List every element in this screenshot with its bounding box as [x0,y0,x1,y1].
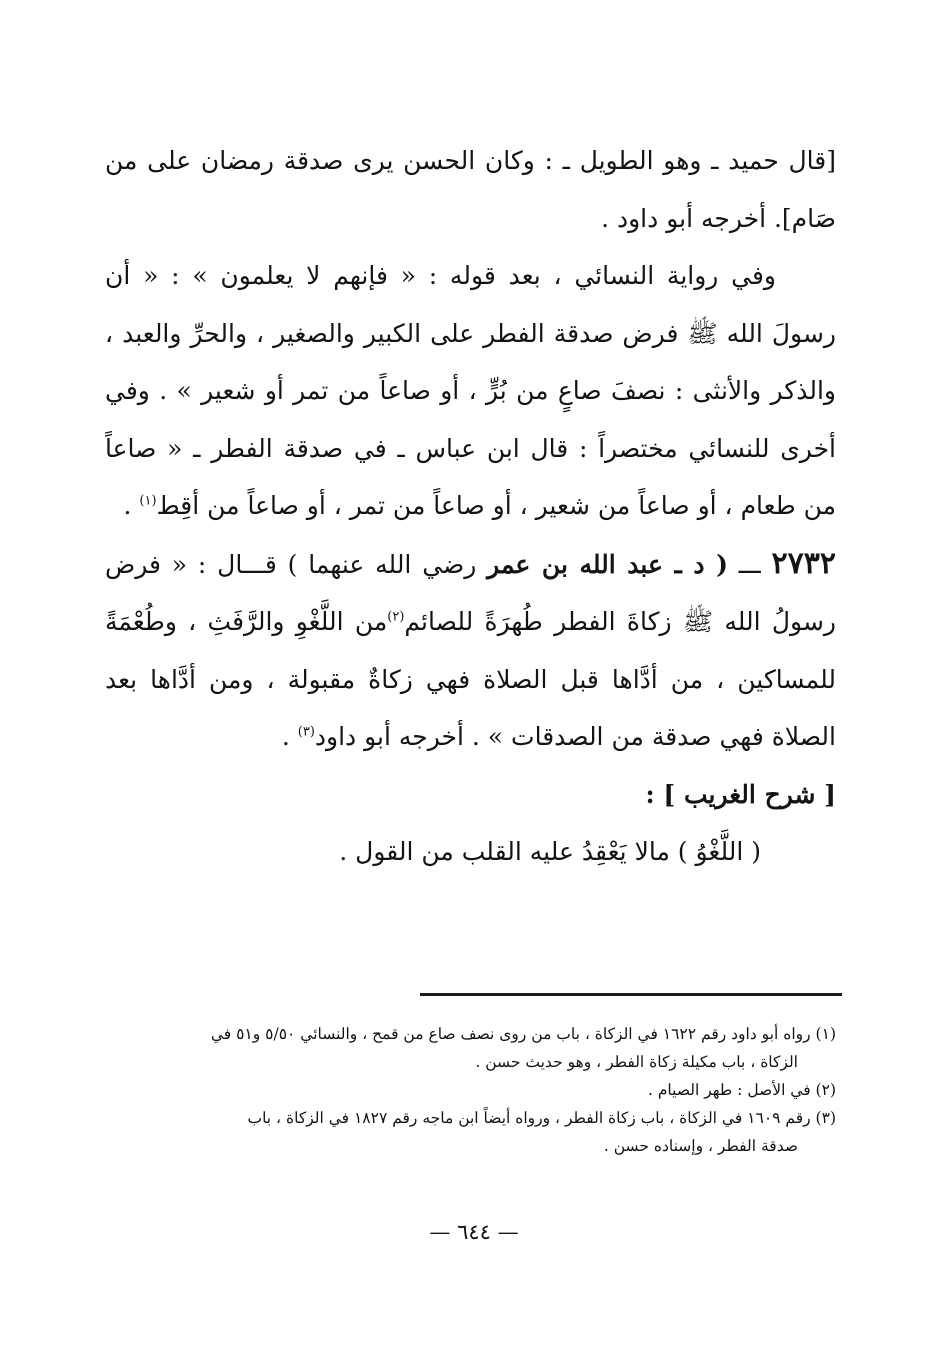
paragraph-humaid [105,132,836,247]
paragraph-nasai [105,247,836,535]
paragraph-nasai-end: . [123,491,140,520]
footnote-ref-1: (١) [139,493,157,509]
hadith-end: . [281,722,298,751]
gharib-entry: ( اللَّغْوُ ) مالا يَعْقِدُ عليه القلب من القول . [339,837,761,866]
footnote-ref-2: (٢) [387,609,405,625]
hadith-source: ( د ـ عبد الله بن عمر [487,549,728,579]
page-number: — ٦٤٤ — [429,1220,519,1244]
footnotes [100,1020,836,1160]
footnote-3-line-2: صدقة الفطر ، وإسناده حسن . [603,1137,798,1155]
footnote-separator [420,993,842,996]
footnote-1-line-1: (١) رواه أبو داود رقم ١٦٢٢ في الزكاة ، باب من روى نصف صاع من قمح ، والنسائي ٥/٥٠ و٥١ في [210,1025,836,1043]
hadith-middle: من اللَّغْوِ والرَّفَثِ ، وطُعْمَةً للمساكين ، من أدَّاها قبل الصلاة فهي زكاةٌ مقبولة ، ومن أدَّاها بعد الصلاة فهي صدقة من الصدقات » . أخرجه أبو داود [105,607,836,751]
paragraph-humaid-text: [قال حميد ـ وهو الطويل ـ : وكان الحسن يرى صدقة رمضان على من صَام]. أخرجه أبو داود . [105,146,836,233]
footnote-2: (٢) في الأصل : طهر الصيام . [647,1081,836,1099]
footnote-3-line-1: (٣) رقم ١٦٠٩ في الزكاة ، باب زكاة الفطر ، ورواه أيضاً ابن ماجه رقم ١٨٢٧ في الزكاة ، باب [247,1109,836,1127]
main-text [105,132,836,881]
paragraph-nasai-text: وفي رواية النسائي ، بعد قوله : « فإنهم لا يعلمون » : « أن رسولَ الله ﷺ فرض صدقة الفطر على الكبير والصغير ، والحرِّ والعبد ، والذكر والأنثى : نصفَ صاعٍ من بُرٍّ ، أو صاعاً من تمر أو شعير » . وفي أخرى للنسائي مختصراً : قال ابن عباس ـ في صدقة الفطر ـ « صاعاً من طعام ، أو صاعاً من شعير ، أو صاعاً من تمر ، أو صاعاً من أقِط [105,261,836,520]
hadith-2732 [105,535,836,766]
footnote-1-line-2: الزكاة ، باب مكيلة زكاة الفطر ، وهو حديث حسن . [475,1053,798,1071]
hadith-dash: ـــ [727,549,772,579]
footnote-ref-3: (٣) [297,724,315,740]
hadith-number: ٢٧٣٢ [771,545,836,581]
hadith-source-end: رضي الله عنهما ) قـــال : « فرض رسولُ الله ﷺ زكاةَ الفطر طُهرَةً للصائم [105,549,836,636]
gharib-heading: [ شرح الغريب ] : [645,779,836,809]
